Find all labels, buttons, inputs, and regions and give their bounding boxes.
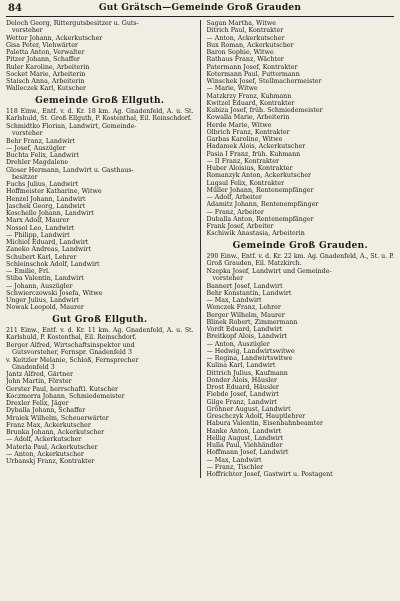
directory-entry: Rathaus Franz, Wächter [206, 56, 284, 64]
directory-entry: Dittrich Julius, Kaufmann [206, 369, 288, 377]
directory-entry: vorsteher [12, 130, 43, 138]
directory-entry: — Franz, Tischler [206, 463, 264, 471]
directory-entry: Ruler Karoline, Arbeiterin [6, 63, 90, 71]
directory-entry: Schubert Karl, Lehrer [6, 253, 77, 261]
directory-entry: Urbanskj Franz, Kontrakter [6, 458, 95, 465]
directory-entry: Garbas Karoline, Witwe [206, 136, 283, 143]
directory-entry: Adamitz Johann, Rentenempfänger [206, 201, 319, 209]
directory-entry: Gisa Peter, Viehwärter [6, 41, 78, 49]
directory-entry: vorsteher [12, 27, 43, 35]
directory-entry: Hoffmann Josef, Landwirt [206, 449, 289, 457]
directory-entry: Pasia I Franz, früh. Kuhmann [206, 150, 301, 158]
directory-entry: Wenczek Franz, Lehrer [206, 304, 281, 312]
directory-entry: Mraiek Wilhelm, Scheuerwärter [6, 414, 109, 422]
section-title: Gut Groß Ellguth. [52, 314, 148, 325]
directory-entry: Michiol Eduard, Landwirt [6, 239, 89, 246]
directory-entry: Hoffrichter Josef, Gastwirt u. Postagent [206, 471, 333, 478]
directory-entry: Huber Aloisius, Kontrakter [206, 165, 293, 172]
directory-entry: Frank Josef, Arbeiter [206, 223, 274, 230]
directory-entry: Schmidtko Florian, Landwirt, Gemeinde- [6, 123, 137, 130]
directory-entry: Drost Eduard, Häusler [206, 384, 279, 391]
directory-entry: Bux Roman, Ackerkutscher [206, 41, 294, 49]
directory-entry: Bannert Josef, Landwirt [206, 282, 283, 290]
directory-entry: Baron Sophie, Witwe [206, 49, 274, 56]
directory-entry: — Philipp, Landwirt [6, 231, 70, 239]
directory-entry: — II Franz, Kontrakter [206, 157, 280, 165]
directory-entry: Brunka Johann, Ackerkutscher [6, 429, 105, 436]
directory-entry: Drehler Magdalene [6, 159, 69, 167]
directory-entry: Koschelle Johann, Landwirt [6, 210, 94, 217]
directory-entry: Franz Max, Ackerkutscher [6, 421, 91, 429]
directory-entry: Hoffmeister Katharine, Witwe [6, 188, 102, 196]
directory-entry: Donder Alois, Häusler [206, 376, 278, 384]
directory-entry: — Anton, Auszügler [206, 340, 270, 348]
directory-entry: Walleczek Karl, Kutscher [6, 85, 87, 93]
directory-entry: Berger Alfred, Wirtschaftsinspektor und [6, 342, 135, 349]
column-divider [200, 20, 201, 478]
directory-entry: Kubiza Josef, früh. Schmiedemeister [206, 107, 323, 114]
directory-entry: — Regina, Landwirtswitwe [206, 355, 293, 362]
directory-entry: Wetter Johann, Ackerkutscher [6, 34, 103, 42]
columns [6, 20, 394, 478]
directory-entry: Henzel Johann, Landwirt [6, 195, 86, 203]
directory-entry: Marx Adolf, Maurer [6, 217, 70, 225]
directory-entry: Berger Wilhelm, Maurer [206, 311, 285, 319]
directory-entry: Kschiwik Anastasia, Arbeiterin [206, 230, 305, 238]
directory-entry: — Johann, Auszügler [6, 282, 73, 290]
directory-entry: Buchta Felix, Landwirt [6, 152, 79, 159]
directory-entry: Romanzyk Anton, Ackerkutscher [206, 172, 312, 180]
directory-entry: John Martin, Förster [6, 378, 72, 386]
directory-entry: — Hedwig, Landwirtswitwe [206, 347, 295, 355]
directory-entry: Schwierczowski Josefa, Witwe [6, 289, 103, 297]
directory-entry: Duballa Anton, Rentenempfänger [206, 215, 314, 223]
directory-entry: Nossol Leo, Landwirt [6, 224, 75, 232]
directory-entry: — Max, Landwirt [206, 297, 262, 304]
left-column [6, 20, 194, 478]
directory-entry: Koczmorra Johann, Schmiedemeister [6, 392, 125, 400]
directory-entry: vorsteher [212, 275, 244, 283]
directory-entry: Socket Marie, Arbeiterin [6, 70, 86, 78]
directory-entry: Nzepka Josef, Landwirt und Gemeinde- [206, 268, 332, 275]
directory-entry: Schleinschok Adolf, Landwirt [6, 260, 100, 268]
section-title: Gemeinde Groß Ellguth. [35, 95, 165, 106]
directory-entry: Patermann Josef, Kontrakter [206, 63, 298, 71]
directory-entry: — Adolf, Arbeiter [206, 194, 262, 201]
directory-entry: Kowalla Marie, Arbeiterin [206, 114, 290, 122]
directory-entry: Dyballa Johann, Schaffer [6, 407, 86, 415]
directory-entry: Matzkrzy Franz, Kuhmann [206, 92, 292, 100]
directory-entry: Vordt Eduard, Landwirt [206, 326, 283, 333]
directory-entry: Winschek Josef, Stellmachermeister [206, 78, 322, 85]
directory-entry: v. Keitzler Melanie, Schloß, Fernsprecher [6, 356, 139, 364]
directory-entry: Stiba Valentin, Landwirt [6, 275, 84, 283]
directory-entry: Pitzer Johann, Schaffer [6, 56, 80, 64]
directory-entry: Materla Paul, Ackerkutscher [6, 443, 98, 451]
directory-entry: Behr Konstantin, Landwirt [206, 289, 292, 297]
directory-entry: Lugsul Felix, Kontrakter [206, 179, 285, 187]
section-intro: 211 Einw., Entf. v. d. Kr. 11 km. Ag. Gnadenfeld, A. u. St. Karlshuld, P. Kostenthal, Eil. Reinschdorf. [6, 326, 194, 341]
directory-entry: Hanke Anton, Landwirt [206, 427, 282, 435]
directory-entry: Hadamek Alois, Ackerkutscher [206, 143, 306, 151]
directory-entry: Gilge Franz, Landwirt [206, 398, 277, 406]
directory-entry: Gutsvorsteher, Fernspr. Gnadenfeld 3 [12, 349, 132, 357]
directory-entry: Fuchs Julius, Landwirt [6, 181, 79, 188]
directory-entry: Gröhner August, Landwirt [206, 405, 291, 413]
directory-entry: Hellig August, Landwirt [206, 434, 284, 442]
directory-entry: Gerster Paul, herrschaftl. Kutscher [6, 385, 118, 393]
directory-entry: Fiebde Josef, Landwirt [206, 391, 279, 399]
directory-entry: Gnadenfeld 3 [12, 363, 55, 371]
directory-entry: Kotermann Paul, Futtermann [206, 70, 300, 78]
directory-entry: — Adolf, Ackerkutscher [6, 436, 82, 444]
page-header [6, 4, 394, 17]
directory-entry: Hulla Paul, Viehhändler [206, 442, 283, 449]
directory-entry: — Anton, Ackerkutscher [6, 450, 84, 458]
directory-entry: Greschczyk Adolf, Hauptlehrer [206, 413, 306, 420]
right-column [207, 20, 395, 478]
section-title: Gemeinde Groß Grauden. [232, 240, 368, 251]
page-number: 84 [8, 3, 22, 14]
directory-entry: Unger Julius, Landwirt [6, 297, 79, 304]
section-intro: 118 Einw., Entf. v. d. Kr. 18 km. Ag. Gnadenfeld, A. u. St. Karlshuld, St. Groß Ellguth, P. Kostenthal, Eil. Reinschdorf. [6, 107, 194, 122]
directory-entry: Olbrich Franz, Kontrakter [206, 128, 290, 136]
directory-entry: Deloch Georg, Rittergutsbesitzer u. Guts- [6, 20, 139, 27]
section-intro: 290 Einw., Entf. v. d. Kr. 22 km. Ag. Gnadenfeld, A., St. u. P. Groß Grauden, Eil. Matzkirch. [206, 252, 395, 267]
directory-entry: Habura Valentin, Eisenbahnbeamter [206, 420, 323, 428]
directory-entry: — Emilie, Frl. [6, 268, 51, 275]
directory-entry: Blinek Robert, Zimmermann [206, 318, 298, 326]
directory-entry: Breitkopf Alois, Landwirt [206, 333, 287, 341]
directory-entry: Herde Marie, Witwe [206, 121, 272, 129]
directory-entry: besitzer [12, 173, 38, 181]
directory-entry: — Josef, Auszügler [6, 144, 66, 152]
directory-entry: Drexler Felix, Jäger [6, 400, 69, 407]
directory-entry: Ditrich Paul, Kontrakter [206, 27, 284, 35]
directory-entry: Kwitzel Eduard, Kontrakter [206, 99, 295, 107]
running-title: Gut Grätsch—Gemeinde Groß Grauden [98, 3, 302, 13]
directory-entry: Zaneko Andreas, Landwirt [6, 246, 91, 254]
directory-entry: Nowak Leopold, Maurer [6, 304, 84, 312]
directory-entry: Paletta Anton, Verwalter [6, 49, 85, 56]
directory-entry: Jaschek Georg, Landwirt [6, 202, 86, 210]
directory-entry: Jantz Alfred, Gärtner [6, 371, 73, 378]
directory-entry: Behr Franz, Landwirt [6, 137, 75, 145]
directory-entry: — Max, Landwirt [206, 456, 262, 464]
directory-entry: Sagan Martha, Witwe [206, 20, 276, 27]
directory-entry: Gloser Hermann, Landwirt u. Gasthaus- [6, 166, 134, 174]
directory-entry: Müller Johann, Rentenempfänger [206, 186, 314, 194]
directory-entry: — Anton, Ackerkutscher [206, 34, 285, 42]
directory-entry: Staisch Anna, Arbeiterin [6, 78, 85, 85]
directory-entry: Kulina Karl, Landwirt [206, 362, 276, 370]
directory-entry: — Franz, Arbeiter [206, 208, 264, 216]
directory-entry: — Marie, Witwe [206, 85, 258, 93]
